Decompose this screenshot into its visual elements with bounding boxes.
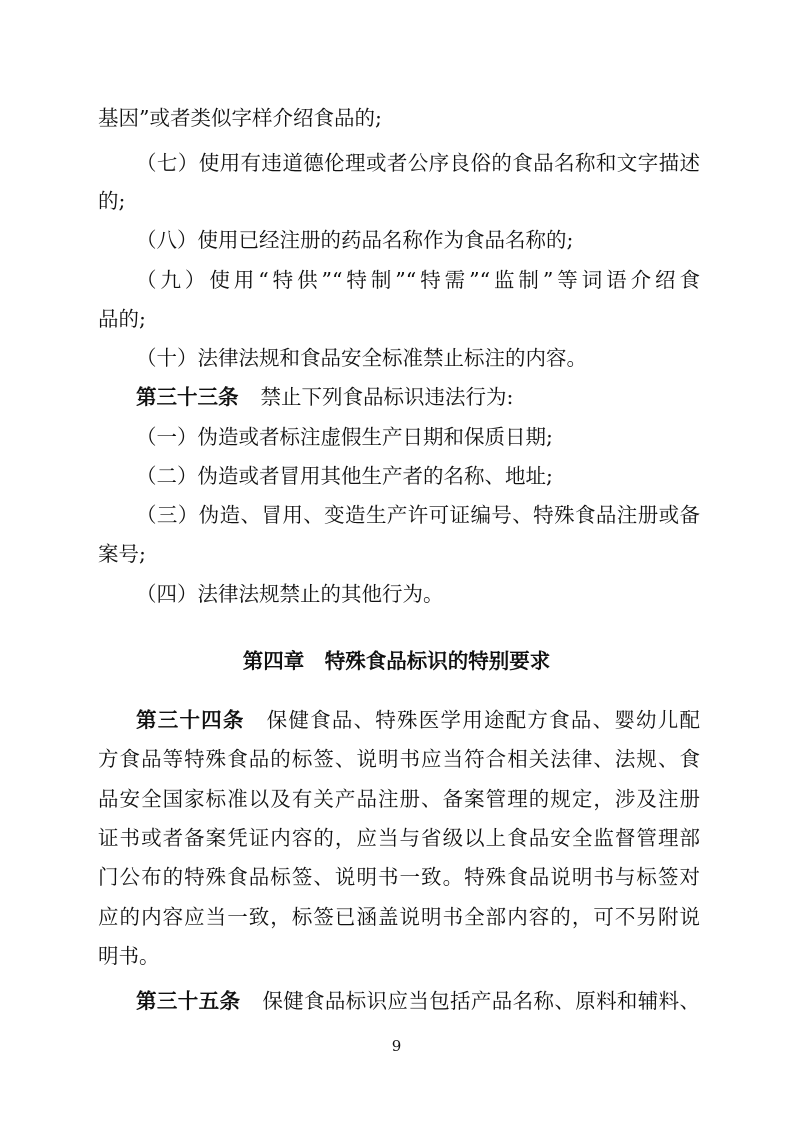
- page-number: 9: [391, 1037, 402, 1055]
- text-line: 应的内容应当一致，标签已涵盖说明书全部内容的，可不另附说: [98, 905, 700, 929]
- text-line: 证书或者备案凭证内容的，应当与省级以上食品安全监督管理部: [98, 826, 700, 850]
- text-line: 方食品等特殊食品的标签、说明书应当符合相关法律、法规、食: [98, 747, 700, 771]
- text-line: （九）使用“特供”“特制”“特需”“监制”等词语介绍食: [136, 268, 700, 292]
- text-line: 品的;: [98, 307, 146, 331]
- text-line: （七）使用有违道德伦理或者公序良俗的食品名称和文字描述: [136, 151, 700, 175]
- list-item: （一）伪造或者标注虚假生产日期和保质日期;: [136, 425, 553, 449]
- list-item: （三）伪造、冒用、变造生产许可证编号、特殊食品注册或备: [136, 503, 700, 527]
- article-33-paragraph: [136, 382, 700, 412]
- article-text: 保健食品、特殊医学用途配方食品、婴幼儿配: [266, 708, 701, 732]
- list-item: （四）法律法规禁止的其他行为。: [136, 582, 444, 606]
- article-label: 第三十四条: [136, 708, 245, 732]
- list-item: 案号;: [98, 542, 146, 566]
- text-line: 门公布的特殊食品标签、说明书一致。特殊食品说明书与标签对: [98, 865, 700, 889]
- text-line: 基因”或者类似字样介绍食品的;: [98, 106, 382, 130]
- article-34-first-line: [136, 705, 700, 735]
- article-35-first-line: [136, 986, 700, 1016]
- chapter-heading: 第四章 特殊食品标识的特别要求: [242, 649, 551, 673]
- list-item: （二）伪造或者冒用其他生产者的名称、地址;: [136, 464, 553, 488]
- text-line: 的;: [98, 189, 126, 213]
- article-label: 第三十五条: [136, 989, 241, 1013]
- text-line: 品安全国家标准以及有关产品注册、备案管理的规定，涉及注册: [98, 787, 700, 811]
- article-text: 保健食品标识应当包括产品名称、原料和辅料、: [262, 989, 701, 1013]
- text-line: （八）使用已经注册的药品名称作为食品名称的;: [136, 228, 574, 252]
- article-label: 第三十三条: [136, 385, 239, 409]
- text-line: 明书。: [98, 944, 160, 968]
- article-text: 禁止下列食品标识违法行为:: [260, 385, 514, 409]
- text-line: （十）法律法规和食品安全标准禁止标注的内容。: [136, 346, 587, 370]
